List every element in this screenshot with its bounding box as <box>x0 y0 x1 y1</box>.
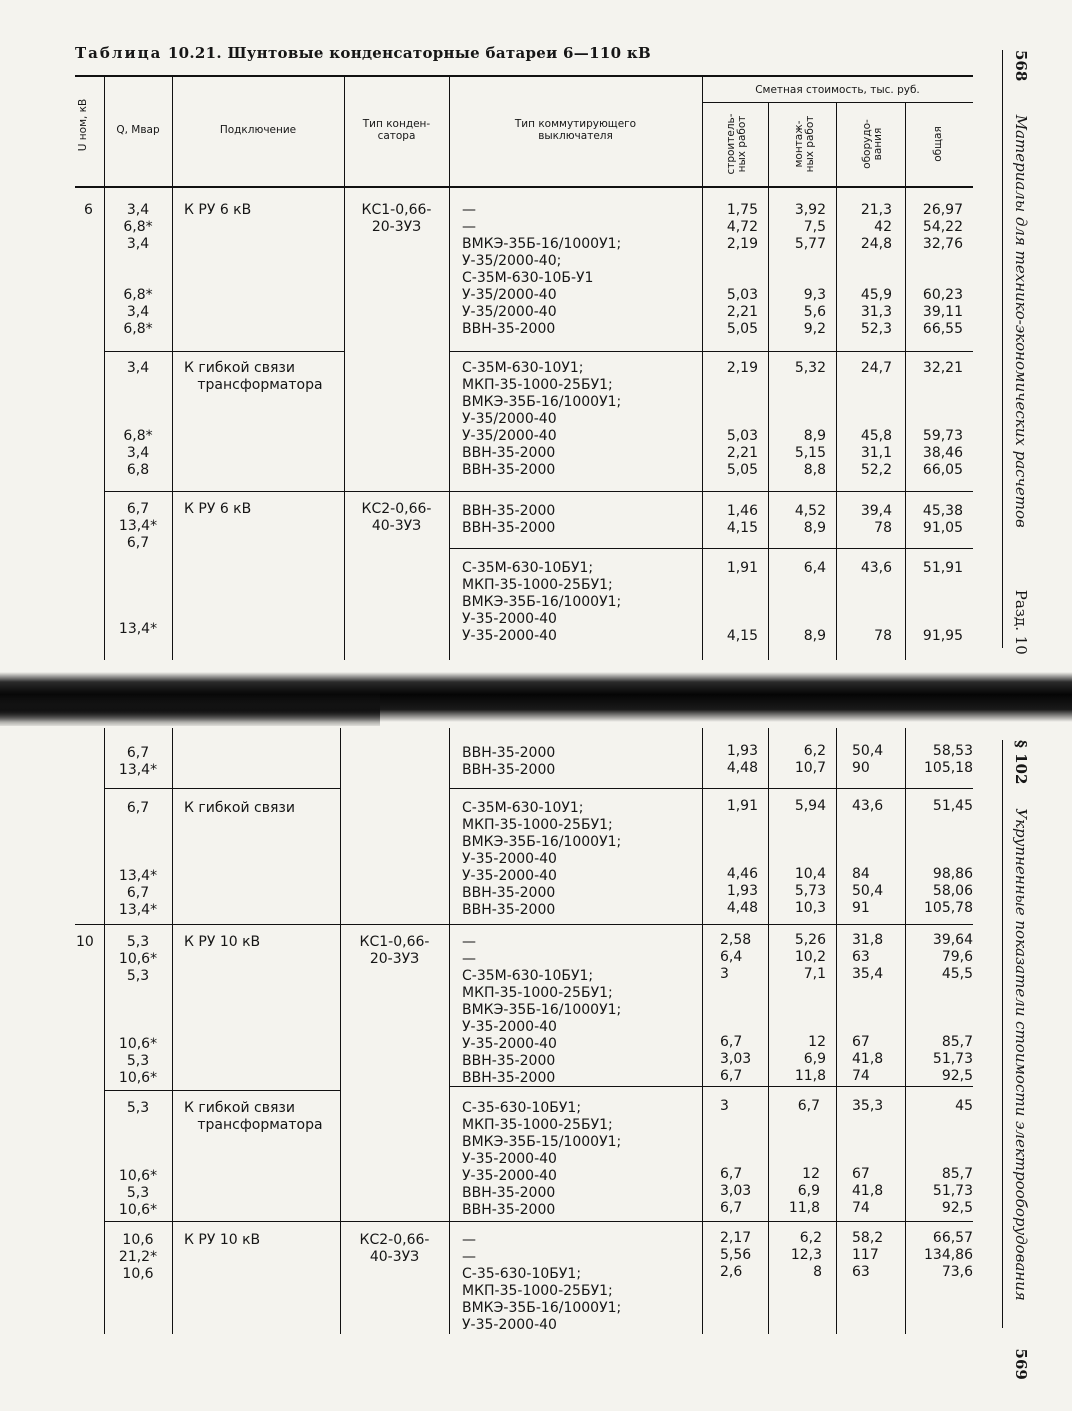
bot-g2-connection-text: К гибкой связи <box>184 800 295 816</box>
bot-g4-q <box>104 1100 172 1219</box>
bot-g5-build <box>720 1230 751 1281</box>
header-cost-build-text: строитель- ных работ <box>725 113 748 175</box>
header-cost-equip <box>862 108 884 180</box>
bot-g1-total-text: 58,53 105,18 <box>924 743 973 776</box>
top-vrule-3 <box>344 77 345 660</box>
top-g1-connection <box>184 202 251 219</box>
top-vrule-2 <box>172 77 173 660</box>
bottom-vrule-7 <box>836 728 837 1334</box>
top-g3-total <box>905 503 963 537</box>
bottom-vrule-2 <box>172 728 173 1334</box>
bot-g3-switch-text: — — С-35М-630-10БУ1; МКП-35-1000-25БУ1; ВМКЭ-35Б-16/1000У1; У-35-2000-40 У-35-2000-40 ВВН-35-2000 ВВН-35-2000 <box>462 934 622 1086</box>
header-connection-text: Подключение <box>219 124 297 136</box>
header-switch-text: Тип коммутирующего выключателя <box>514 118 637 142</box>
header-rule-bottom <box>75 186 973 188</box>
bot-g5-switch-text: — — С-35-630-10БУ1; МКП-35-1000-25БУ1; ВМКЭ-35Б-16/1000У1; У-35-2000-40 <box>462 1232 622 1333</box>
bot-g5-total <box>905 1230 973 1281</box>
bottom-group-sep-3 <box>104 1090 340 1091</box>
bot-g1-equip <box>852 743 883 777</box>
bot-g2-q <box>104 800 172 919</box>
header-cost-group-text: Сметная стоимость, тыс. руб. <box>755 84 920 96</box>
bot-g1-switch <box>462 745 555 779</box>
top-g1-mount-text: 3,92 7,5 5,77 9,3 5,6 9,2 <box>794 202 826 337</box>
bottom-group-sep-4 <box>104 1221 973 1222</box>
header-connection <box>172 124 344 136</box>
bot-g4-q-text: 5,3 10,6* 5,3 10,6* <box>118 1100 158 1218</box>
bot-g2-mount <box>768 798 826 917</box>
scan-fold-shadow-edge <box>0 690 380 726</box>
bot-g2-equip-text: 43,6 84 50,4 91 <box>852 798 884 916</box>
top-g3-switch <box>462 503 555 537</box>
header-cost-mount <box>794 108 816 180</box>
top-g1-switch-text: — — ВМКЭ-35Б-16/1000У1; У-35/2000-40; С-35М-630-10Б-У1 У-35/2000-40 У-35/2000-40 ВВН-35-2000 <box>462 202 622 337</box>
bot-g2-equip <box>852 798 883 917</box>
page-number-569: 569 <box>1012 1348 1030 1380</box>
top-g3-connection <box>184 501 251 518</box>
top-g2-connection <box>184 360 323 394</box>
top-vrule-4 <box>449 77 450 660</box>
top-g3-equip-text: 39,4 78 <box>860 503 892 536</box>
bot-g3-q-text: 5,3 10,6* 5,3 10,6* 5,3 10,6* <box>118 934 158 1086</box>
bot-g4-mount <box>768 1098 820 1217</box>
bot-g4-build <box>720 1098 751 1217</box>
top-g3-mount <box>768 503 826 537</box>
header-cost-group <box>702 84 973 96</box>
top-g4-equip-text: 43,6 78 <box>860 560 892 644</box>
top-g1-switch <box>462 202 621 338</box>
header-rule-top <box>75 75 973 77</box>
bot-g1-build <box>702 743 758 777</box>
top-g3-equip <box>836 503 892 537</box>
top-g4-build <box>702 560 758 645</box>
top-g4-equip <box>836 560 892 645</box>
bot-g3-total-text: 39,64 79,6 45,5 85,7 51,73 92,5 <box>932 932 973 1084</box>
top-g2-connection-text: К гибкой связи трансформатора <box>184 360 323 393</box>
bot-g1-build-text: 1,93 4,48 <box>726 743 758 776</box>
top-g2-equip-text: 24,7 45,8 31,1 52,2 <box>860 360 892 478</box>
bot-g3-connection <box>184 934 260 951</box>
header-cost-equip-text: оборудо- вания <box>861 119 884 169</box>
bottom-section-rule <box>75 924 973 925</box>
bot-g3-mount <box>768 932 826 1085</box>
bot-g5-mount <box>768 1230 822 1281</box>
bot-g3-total <box>905 932 973 1085</box>
top-g4-switch-text: С-35М-630-10БУ1; МКП-35-1000-25БУ1; ВМКЭ-35Б-16/1000У1; У-35-2000-40 У-35-2000-40 <box>462 560 622 644</box>
bot-g5-switch <box>462 1232 621 1334</box>
bot-g4-equip-text: 35,3 67 41,8 74 <box>852 1098 884 1216</box>
table-number: 10.21. <box>167 44 222 62</box>
bot-g3-build-text: 2,58 6,4 3 6,7 3,03 6,7 <box>720 932 752 1084</box>
top-g3-build-text: 1,46 4,15 <box>726 503 758 536</box>
bot-g5-total-text: 66,57 134,86 73,6 <box>924 1230 973 1280</box>
running-head-text-bottom: Укрупненные показатели стоимости электрооборудования <box>1012 808 1030 1301</box>
bot-g1-q <box>104 745 172 779</box>
margin-rule-top <box>1002 50 1003 648</box>
bot-g5-connection-text: К РУ 10 кВ <box>184 1232 261 1248</box>
bot-g4-connection-text: К гибкой связи трансформатора <box>184 1100 323 1133</box>
top-g3-q-text: 6,7 13,4* 6,7 <box>118 501 158 551</box>
bottom-u-value <box>76 934 94 951</box>
top-group-sep-1b <box>449 351 973 352</box>
header-q <box>104 124 172 136</box>
header-cost-build <box>726 108 748 180</box>
bot-g3-mount-text: 5,26 10,2 7,1 12 6,9 11,8 <box>794 932 826 1084</box>
bot-g3-capacitor-text: КС1-0,66- 20-3УЗ <box>359 934 430 967</box>
top-g1-build <box>702 202 758 338</box>
bot-g2-switch-text: С-35М-630-10У1; МКП-35-1000-25БУ1; ВМКЭ-35Б-16/1000У1; У-35-2000-40 У-35-2000-40 ВВН-35-2000 ВВН-35-2000 <box>462 800 622 918</box>
bot-g3-switch <box>462 934 621 1087</box>
top-g2-build-text: 2,19 5,03 2,21 5,05 <box>726 360 758 478</box>
top-g1-mount <box>768 202 826 338</box>
header-switch <box>449 118 702 142</box>
top-g1-equip <box>836 202 892 338</box>
top-g4-total-text: 51,91 91,95 <box>922 560 963 644</box>
top-g4-build-text: 1,91 4,15 <box>726 560 758 644</box>
top-g2-equip <box>836 360 892 479</box>
bot-g4-build-text: 3 6,7 3,03 6,7 <box>720 1098 752 1216</box>
header-cost-total <box>933 108 944 180</box>
table-title <box>75 44 651 62</box>
bot-g4-total-text: 45 85,7 51,73 92,5 <box>932 1098 973 1216</box>
top-g4-q-text: 13,4* <box>118 621 158 637</box>
top-g3-build <box>702 503 758 537</box>
header-cost-total-text: общая <box>932 126 944 162</box>
section-label-bottom: § 102 <box>1012 740 1030 785</box>
bot-g3-build <box>720 932 751 1085</box>
bot-g4-switch-text: С-35-630-10БУ1; МКП-35-1000-25БУ1; ВМКЭ-35Б-15/1000У1; У-35-2000-40 У-35-2000-40 ВВН-35-2000 ВВН-35-2000 <box>462 1100 622 1218</box>
top-g2-mount <box>768 360 826 479</box>
top-g2-mount-text: 5,32 8,9 5,15 8,8 <box>794 360 826 478</box>
bot-g1-switch-text: ВВН-35-2000 ВВН-35-2000 <box>462 745 556 778</box>
bot-g3-connection-text: К РУ 10 кВ <box>184 934 261 950</box>
margin-rule-bottom <box>1002 740 1003 1328</box>
bot-g2-build-text: 1,91 4,46 1,93 4,48 <box>726 798 758 916</box>
bot-g5-equip-text: 58,2 117 63 <box>852 1230 884 1280</box>
running-head-bottom <box>1012 740 1030 1380</box>
bot-g4-switch <box>462 1100 621 1219</box>
top-g1-equip-text: 21,3 42 24,8 45,9 31,3 52,3 <box>860 202 892 337</box>
bot-g5-q-text: 10,6 21,2* 10,6 <box>118 1232 158 1282</box>
top-g3-q <box>104 501 172 552</box>
header-u-nom <box>78 80 89 170</box>
table-title-text: Шунтовые конденсаторные батареи 6—110 кВ <box>227 44 651 62</box>
bot-g5-capacitor <box>340 1232 449 1266</box>
top-g4-total <box>905 560 963 645</box>
bot-g5-build-text: 2,17 5,56 2,6 <box>720 1230 752 1280</box>
top-g4-mount <box>768 560 826 645</box>
top-g1-connection-text: К РУ 6 кВ <box>184 202 252 218</box>
top-g2-switch-text: С-35М-630-10У1; МКП-35-1000-25БУ1; ВМКЭ-35Б-16/1000У1; У-35/2000-40 У-35/2000-40 ВВН-35-2000 ВВН-35-2000 <box>462 360 622 478</box>
bot-g3-equip-text: 31,8 63 35,4 67 41,8 74 <box>852 932 884 1084</box>
bot-g1-q-text: 6,7 13,4* <box>118 745 158 778</box>
header-capacitor-text: Тип конден- сатора <box>362 118 431 142</box>
top-g3-connection-text: К РУ 6 кВ <box>184 501 252 517</box>
top-g3-capacitor <box>344 501 449 535</box>
top-g2-switch <box>462 360 621 479</box>
bot-g5-mount-text: 6,2 12,3 8 <box>790 1230 822 1280</box>
bot-g3-q <box>104 934 172 1087</box>
top-g2-build <box>702 360 758 479</box>
header-capacitor <box>344 118 449 142</box>
top-u-value <box>84 202 93 219</box>
cost-group-rule <box>702 102 973 103</box>
top-g3-switch-text: ВВН-35-2000 ВВН-35-2000 <box>462 503 556 536</box>
table-title-lead: Таблица <box>75 44 163 62</box>
running-head-text-top: Материалы для технико-экономических расчетов <box>1012 114 1030 528</box>
bot-g4-mount-text: 6,7 12 6,9 11,8 <box>788 1098 820 1216</box>
top-g2-q <box>104 360 172 479</box>
bot-g5-connection <box>184 1232 260 1249</box>
header-q-text: Q, Мвар <box>116 124 160 136</box>
top-group-sep-2 <box>104 491 973 492</box>
bot-g2-build <box>702 798 758 917</box>
bot-g4-connection <box>184 1100 323 1134</box>
bot-g1-mount <box>768 743 826 777</box>
bottom-u-text: 10 <box>76 934 94 950</box>
top-u-text: 6 <box>84 202 93 218</box>
bot-g2-mount-text: 5,94 10,4 5,73 10,3 <box>794 798 826 916</box>
top-g4-switch <box>462 560 621 645</box>
top-g1-capacitor <box>344 202 449 236</box>
top-g3-total-text: 45,38 91,05 <box>922 503 963 536</box>
bot-g3-capacitor <box>340 934 449 968</box>
bot-g2-total <box>905 798 973 917</box>
top-g1-capacitor-text: КС1-0,66- 20-3УЗ <box>361 202 432 235</box>
top-g4-q <box>104 621 172 638</box>
bot-g2-switch <box>462 800 621 919</box>
bot-g1-total <box>905 743 973 777</box>
top-g1-q <box>104 202 172 338</box>
section-label-top: Разд. 10 <box>1012 589 1030 655</box>
top-g1-q-text: 3,4 6,8* 3,4 6,8* 3,4 6,8* <box>123 202 153 337</box>
top-g2-q-text: 3,4 6,8* 3,4 6,8 <box>123 360 153 478</box>
bottom-vrule-4 <box>449 728 450 1334</box>
bot-g2-q-text: 6,7 13,4* 6,7 13,4* <box>118 800 158 918</box>
header-u-nom-text: U ном, кВ <box>77 98 89 152</box>
top-group-sep-3 <box>449 548 973 549</box>
top-g3-capacitor-text: КС2-0,66- 40-3УЗ <box>361 501 432 534</box>
bot-g3-equip <box>852 932 883 1085</box>
bottom-group-sep-1b <box>449 788 973 789</box>
top-g2-total <box>905 360 963 479</box>
top-g3-mount-text: 4,52 8,9 <box>794 503 826 536</box>
top-g1-build-text: 1,75 4,72 2,19 5,03 2,21 5,05 <box>726 202 758 337</box>
top-g1-total-text: 26,97 54,22 32,76 60,23 39,11 66,55 <box>922 202 963 337</box>
bot-g1-equip-text: 50,4 90 <box>852 743 884 776</box>
top-g1-total <box>905 202 963 338</box>
bot-g4-total <box>905 1098 973 1217</box>
bot-g2-connection <box>184 800 295 817</box>
bot-g5-equip <box>852 1230 883 1281</box>
top-group-sep-1 <box>104 351 344 352</box>
bot-g1-mount-text: 6,2 10,7 <box>794 743 826 776</box>
top-g2-total-text: 32,21 59,73 38,46 66,05 <box>922 360 963 478</box>
bot-g2-total-text: 51,45 98,86 58,06 105,78 <box>924 798 973 916</box>
bottom-group-sep-1 <box>104 788 340 789</box>
bot-g5-q <box>104 1232 172 1283</box>
top-g4-mount-text: 6,4 8,9 <box>803 560 826 644</box>
running-head-top <box>1012 50 1030 655</box>
bot-g5-capacitor-text: КС2-0,66- 40-3УЗ <box>359 1232 430 1265</box>
bot-g4-equip <box>852 1098 883 1217</box>
header-cost-mount-text: монтаж- ных работ <box>793 115 816 173</box>
page-number-568: 568 <box>1012 50 1030 82</box>
